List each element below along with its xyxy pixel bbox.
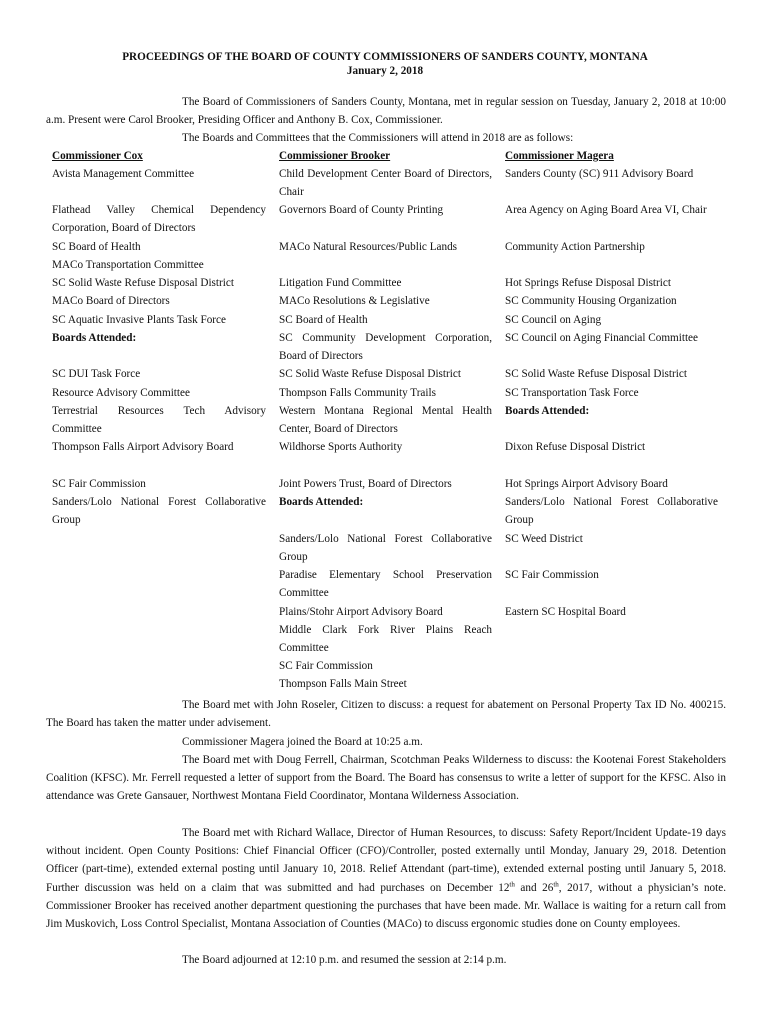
minutes-text: The Board met with Richard Wallace, Director of Human Resources, to discuss: Safety Report/Incident Update-19 days without incident. Open County Positions: Chief Financial Officer (CFO)/Controller, posted externally until Monday, January 29, 2018. Detention Officer (part-time), extended external posting until January 10, 2018. Relief Attendant (part-time), extended external posting until January 5, 2018. Further discussion was held on a claim that was submitted and had purchases on December 12 [46, 827, 726, 894]
committee-item-magera: Sanders/Lolo National Forest Collaborative Group [505, 496, 718, 527]
committee-item-magera: Dixon Refuse Disposal District [505, 441, 646, 453]
committee-item-brooker: Joint Powers Trust, Board of Directors [279, 478, 452, 490]
committee-item-magera: SC Transportation Task Force [505, 387, 639, 399]
committee-item-brooker: Middle Clark Fork River Plains Reach Committee [279, 624, 492, 655]
committee-item-cox: SC Board of Health [52, 241, 141, 253]
committee-item-cox: SC Aquatic Invasive Plants Task Force [52, 314, 226, 326]
committee-item-magera: SC Council on Aging Financial Committee [505, 332, 698, 344]
committee-item-brooker: MACo Natural Resources/Public Lands [279, 241, 458, 253]
committee-item-magera: SC Community Housing Organization [505, 295, 677, 307]
committee-item-cox: MACo Board of Directors [52, 295, 170, 307]
committee-item-brooker: Sanders/Lolo National Forest Collaborative Group [279, 533, 492, 564]
boards-attended-heading: Boards Attended: [279, 496, 364, 508]
committee-item-brooker: Child Development Center Board of Directors, Chair [279, 168, 492, 199]
committee-item-cox: Thompson Falls Airport Advisory Board [52, 441, 234, 453]
ordinal-suffix: th [509, 879, 515, 888]
committee-item-magera: SC Fair Commission [505, 569, 599, 581]
column-header-cox: Commissioner Cox [52, 150, 143, 162]
minutes-text: , 2017, without a physician’s note. Commissioner Brooker has received another department questioning the purchases that have been made. Mr. Wallace is waiting for a return call from Jim Muskovich, Loss Control Specialist, Montana Association of Counties (MACo) to discuss ergonomic studies done on County employees. [46, 881, 726, 931]
ordinal-suffix: th [553, 879, 559, 888]
document-title [40, 50, 730, 78]
committee-item-cox: Avista Management Committee [52, 168, 195, 180]
committee-item-magera: SC Solid Waste Refuse Disposal District [505, 368, 687, 380]
committee-item-brooker: Wildhorse Sports Authority [279, 441, 403, 453]
committee-item-cox: Sanders/Lolo National Forest Collaborative Group [52, 496, 266, 527]
committee-item-brooker: Governors Board of County Printing [279, 204, 444, 216]
committee-item-brooker: MACo Resolutions & Legislative [279, 295, 430, 307]
column-header-magera: Commissioner Magera [505, 150, 614, 162]
committee-item-magera: SC Weed District [505, 533, 583, 545]
minutes-paragraph: The Board met with John Roseler, Citizen to discuss: a request for abatement on Personal Property Tax ID No. 400215. The Board has taken the matter under advisement. [46, 699, 726, 730]
title-line: PROCEEDINGS OF THE BOARD OF COUNTY COMMISSIONERS OF SANDERS COUNTY, MONTANA [122, 51, 648, 63]
minutes-paragraph: The Board adjourned at 12:10 p.m. and resumed the session at 2:14 p.m. [182, 954, 507, 966]
meeting-date: January 2, 2018 [346, 65, 424, 77]
committee-item-brooker: Paradise Elementary School Preservation Committee [279, 569, 492, 600]
committee-item-magera: Area Agency on Aging Board Area VI, Chair [505, 204, 707, 216]
committee-item-brooker: Litigation Fund Committee [279, 277, 402, 289]
committee-item-cox: SC DUI Task Force [52, 368, 141, 380]
intro-paragraph: The Board of Commissioners of Sanders County, Montana, met in regular session on Tuesday, January 2, 2018 at 10:00 a.m. Present were Carol Brooker, Presiding Officer and Anthony B. Cox, Commissioner. [46, 96, 726, 127]
committee-item-brooker: SC Community Development Corporation, Board of Directors [279, 332, 492, 363]
committee-item-magera: SC Council on Aging [505, 314, 602, 326]
committee-item-brooker: Western Montana Regional Mental Health Center, Board of Directors [279, 405, 492, 436]
minutes-paragraph: The Board met with Doug Ferrell, Chairman, Scotchman Peaks Wilderness to discuss: the Kootenai Forest Stakeholders Coalition (KFSC). Mr. Ferrell requested a letter of support from the Board. The Board has consensus to write a letter of support for the KFSC. Also in attendance was Grete Gansauer, Northwest Montana Field Coordinator, Montana Wilderness Association. [46, 754, 726, 803]
committee-item-magera: Hot Springs Refuse Disposal District [505, 277, 671, 289]
committee-item-brooker: Plains/Stohr Airport Advisory Board [279, 606, 443, 618]
minutes-text: and 26 [514, 881, 554, 894]
committee-item-cox: Flathead Valley Chemical Dependency Corporation, Board of Directors [52, 204, 266, 235]
committee-item-brooker: SC Board of Health [279, 314, 368, 326]
committee-item-cox: SC Fair Commission [52, 478, 146, 490]
committee-item-magera: Community Action Partnership [505, 241, 645, 253]
boards-attended-heading: Boards Attended: [52, 332, 137, 344]
committee-item-brooker: SC Fair Commission [279, 660, 373, 672]
committee-item-cox: Resource Advisory Committee [52, 387, 190, 399]
committee-item-cox: SC Solid Waste Refuse Disposal District [52, 277, 234, 289]
column-header-brooker: Commissioner Brooker [279, 150, 391, 162]
boards-intro: The Boards and Committees that the Commissioners will attend in 2018 are as follows: [182, 132, 574, 144]
committee-item-magera: Eastern SC Hospital Board [505, 606, 626, 618]
committee-item-brooker: SC Solid Waste Refuse Disposal District [279, 368, 461, 380]
committee-item-magera: Hot Springs Airport Advisory Board [505, 478, 668, 490]
minutes-paragraph [46, 824, 726, 933]
boards-attended-heading: Boards Attended: [505, 405, 590, 417]
minutes-paragraph: Commissioner Magera joined the Board at 10:25 a.m. [182, 736, 423, 748]
committee-item-brooker: Thompson Falls Community Trails [279, 387, 436, 399]
committee-item-magera: Sanders County (SC) 911 Advisory Board [505, 168, 694, 180]
committee-item-cox: Terrestrial Resources Tech Advisory Committee [52, 405, 266, 436]
committee-item-cox: MACo Transportation Committee [52, 259, 204, 271]
committee-item-brooker: Thompson Falls Main Street [279, 678, 407, 690]
